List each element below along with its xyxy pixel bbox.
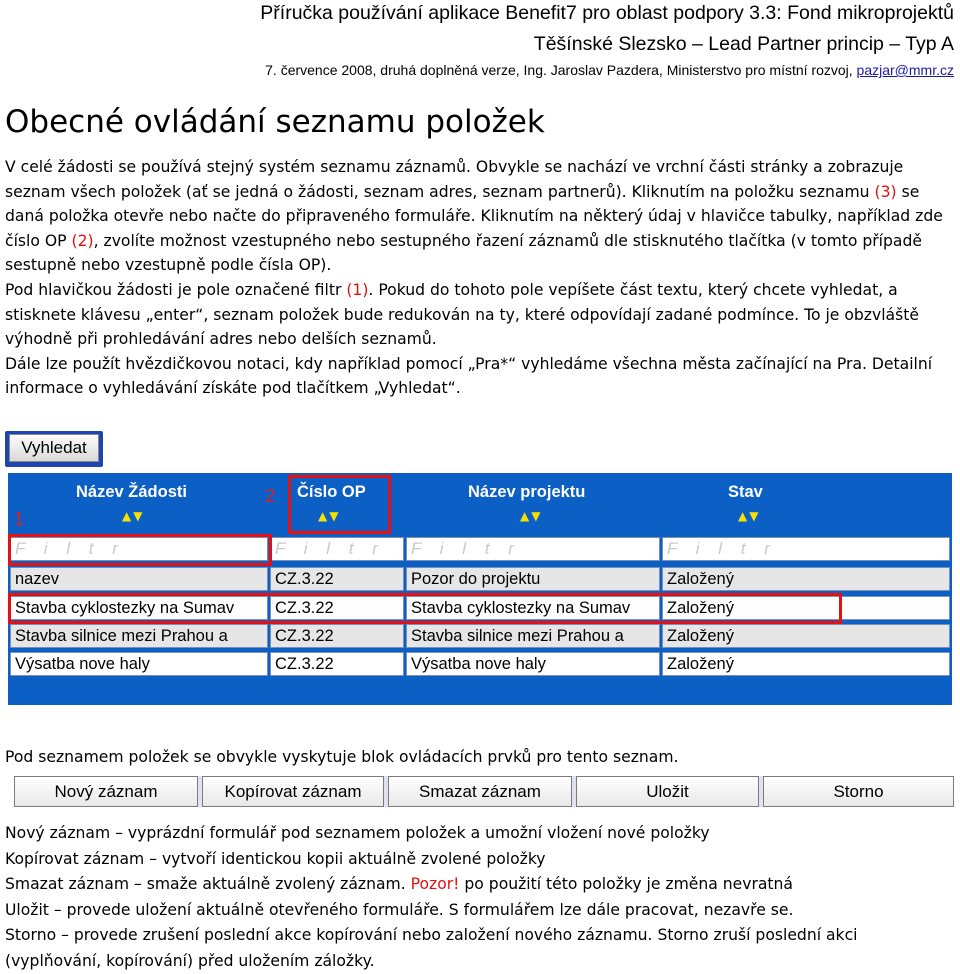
controls-buttons <box>14 776 954 807</box>
table-cell: Založený <box>662 567 950 591</box>
desc-save: Uložit – provede uložení aktuálně otevřeného formuláře. S formulářem lze dále pracovat, nezavře se. <box>5 900 794 919</box>
filter-input-stav: F i l t r <box>662 537 950 561</box>
para-filter: Pod hlavičkou žádosti je pole označené filtr (1). Pokud do tohoto pole vepíšete část textu, který chcete vyhledat, a stisknete klávesu „enter“, seznam položek bude redukován na ty, které odpovídají zadané podmínce. To je obzvláště výhodně při prohledávání adres nebo delších seznamů. <box>5 280 919 349</box>
column-header-nazev-projektu: Název projektu <box>468 483 586 501</box>
cancel-button: Storno <box>763 776 954 807</box>
table-cell: Výsatba nove haly <box>406 652 660 676</box>
record-list-screenshot <box>8 473 952 705</box>
marker-2: 2 <box>265 486 276 506</box>
table-cell: Výsatba nove haly <box>10 652 268 676</box>
column-header-nazev-zadosti: Název Žádosti <box>76 483 187 501</box>
highlight-filter <box>8 534 272 566</box>
search-button-label: Vyhledat <box>9 434 99 462</box>
filter-input-nazev-zadosti: F i l t r <box>10 537 268 561</box>
table-cell: Založený <box>662 624 950 648</box>
marker-ref-3: (3) <box>874 182 897 201</box>
table-cell: CZ.3.22 <box>270 567 404 591</box>
intro-text <box>5 155 955 401</box>
highlight-column-header <box>288 475 391 534</box>
controls-intro: Pod seznamem položek se obvykle vyskytuje blok ovládacích prvků pro tento seznam. <box>5 748 679 766</box>
table-cell: Stavba cyklostezky na Sumav <box>406 596 660 620</box>
delete-record-button: Smazat záznam <box>388 776 572 807</box>
sort-arrows-icon: ▲▼ <box>520 509 543 523</box>
para-list-behaviour: V celé žádosti se používá stejný systém seznamu záznamů. Obvykle se nachází ve vrchní části stránky a zobrazuje seznam všech položek (ať se jedná o žádosti, seznam adres, seznam partnerů). Kliknutím na položku seznamu (3) se daná položka otevře nebo načte do připraveného formuláře. Kliknutím na některý údaj v hlavičce tabulky, například zde číslo OP (2), zvolíte možnost vzestupného nebo sestupného řazení záznamů dle stisknutého tlačítka (v tomto případě sestupně nebo vzestupně podle čísla OP). <box>5 158 943 275</box>
sort-arrows-icon: ▲▼ <box>122 509 145 523</box>
doc-header-meta-text: 7. července 2008, druhá doplněná verze, Ing. Jaroslav Pazdera, Ministerstvo pro místní rozvoj, <box>265 62 857 78</box>
save-button: Uložit <box>576 776 759 807</box>
doc-header-meta <box>265 62 954 78</box>
controls-description <box>5 821 955 974</box>
new-record-button: Nový záznam <box>14 776 198 807</box>
table-cell: CZ.3.22 <box>270 624 404 648</box>
doc-header-title: Příručka používání aplikace Benefit7 pro oblast podpory 3.3: Fond mikroprojektů <box>260 2 954 24</box>
sort-arrows-icon: ▲▼ <box>318 509 341 523</box>
para-wildcard: Dále lze použít hvězdičkovou notaci, kdy například pomocí „Pra*“ vyhledáme všechna města začínající na Pra. Detailní informace o vyhledávání získáte pod tlačítkem „Vyhledat“. <box>5 354 933 398</box>
filter-input-cislo-op: F i l t r <box>270 537 404 561</box>
table-cell: Založený <box>662 652 950 676</box>
table-cell: nazev <box>10 567 268 591</box>
table-cell: CZ.3.22 <box>270 596 404 620</box>
table-cell: Pozor do projektu <box>406 567 660 591</box>
table-cell: CZ.3.22 <box>270 652 404 676</box>
desc-cancel: Storno – provede zrušení poslední akce kopírování nebo založení nového záznamu. Storno zruší poslední akci (vyplňování, kopírování) před uložením záložky. <box>5 926 858 970</box>
column-header-cislo-op: Číslo OP <box>297 483 366 501</box>
desc-delete-record: Smazat záznam – smaže aktuálně zvolený záznam. Pozor! po použití této položky je změna nevratná <box>5 875 793 893</box>
email-link[interactable]: pazjar@mmr.cz <box>856 62 954 78</box>
marker-ref-2: (2) <box>71 231 94 250</box>
table-cell: Stavba silnice mezi Prahou a <box>10 624 268 648</box>
section-title: Obecné ovládání seznamu položek <box>5 104 545 140</box>
highlight-row <box>8 593 842 624</box>
search-button-image <box>5 431 103 467</box>
sort-arrows-icon: ▲▼ <box>738 509 761 523</box>
column-header-stav: Stav <box>728 483 763 501</box>
table-cell: Stavba cyklostezky na Sumav <box>10 596 268 620</box>
table-cell: Založený <box>662 596 950 620</box>
marker-ref-1: (1) <box>346 280 369 299</box>
marker-1: 1 <box>14 509 25 529</box>
desc-new-record: Nový záznam – vyprázdní formulář pod seznamem položek a umožní vložení nové položky <box>5 824 710 842</box>
filter-input-nazev-projektu: F i l t r <box>406 537 660 561</box>
desc-copy-record: Kopírovat záznam – vytvoří identickou kopii aktuálně zvolené položky <box>5 849 546 868</box>
copy-record-button: Kopírovat záznam <box>202 776 384 807</box>
warning-label: Pozor! <box>410 875 460 893</box>
table-cell: Stavba silnice mezi Prahou a <box>406 624 660 648</box>
doc-header-subtitle: Těšínské Slezsko – Lead Partner princip – Typ A <box>533 33 954 55</box>
